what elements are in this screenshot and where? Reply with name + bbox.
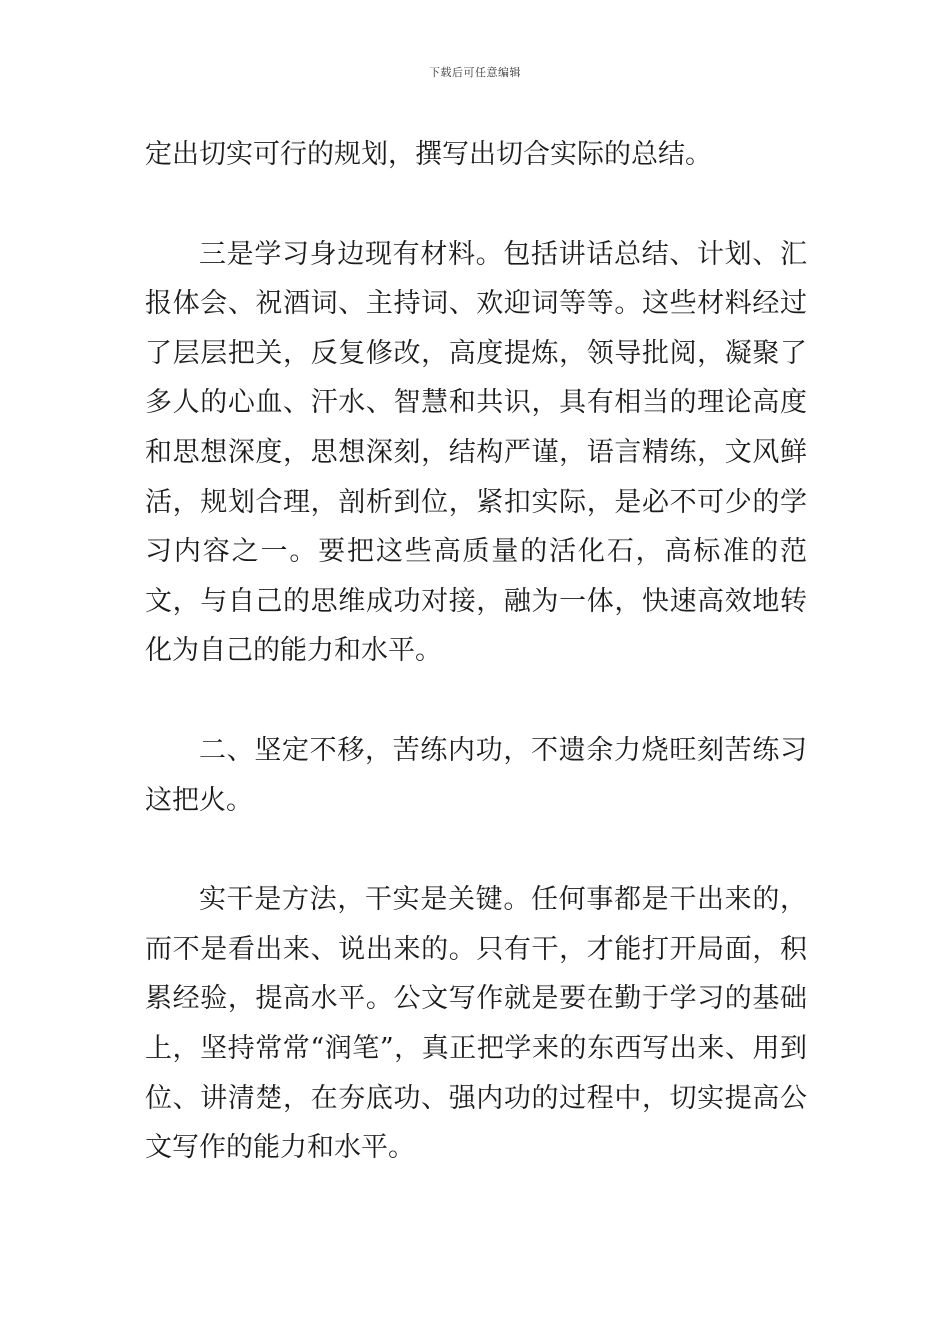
- paragraph-continuation: 定出切实可行的规划，撰写出切合实际的总结。: [145, 139, 712, 170]
- document-body: [145, 130, 807, 1173]
- paragraph-spacer: [145, 825, 807, 875]
- paragraph-spacer: [145, 180, 807, 230]
- paragraph-study-materials: 三是学习身边现有材料。包括讲话总结、计划、汇报体会、祝酒词、主持词、欢迎词等等。这些材料经过了层层把关，反复修改，高度提炼，领导批阅，凝聚了多人的心血、汗水、智慧和共识，具有相当的理论高度和思想深度，思想深刻，结构严谨，语言精练，文风鲜活，规划合理，剖析到位，紧扣实际，是必不可少的学习内容之一。要把这些高质量的活化石，高标准的范文，与自己的思维成功对接，融为一体，快速高效地转化为自己的能力和水平。: [145, 238, 807, 667]
- page-header: 下载后可任意编辑: [429, 66, 521, 79]
- section-heading: 二、坚定不移，苦练内功，不遗余力烧旺刻苦练习这把火。: [145, 734, 807, 816]
- paragraph-practice: 实干是方法，干实是关键。任何事都是干出来的，而不是看出来、说出来的。只有干，才能打开局面，积累经验，提高水平。公文写作就是要在勤于学习的基础上，坚持常常“润笔”，真正把学来的东西写出来、用到位、讲清楚，在夯底功、强内功的过程中，切实提高公文写作的能力和水平。: [145, 884, 807, 1164]
- paragraph-spacer: [145, 676, 807, 726]
